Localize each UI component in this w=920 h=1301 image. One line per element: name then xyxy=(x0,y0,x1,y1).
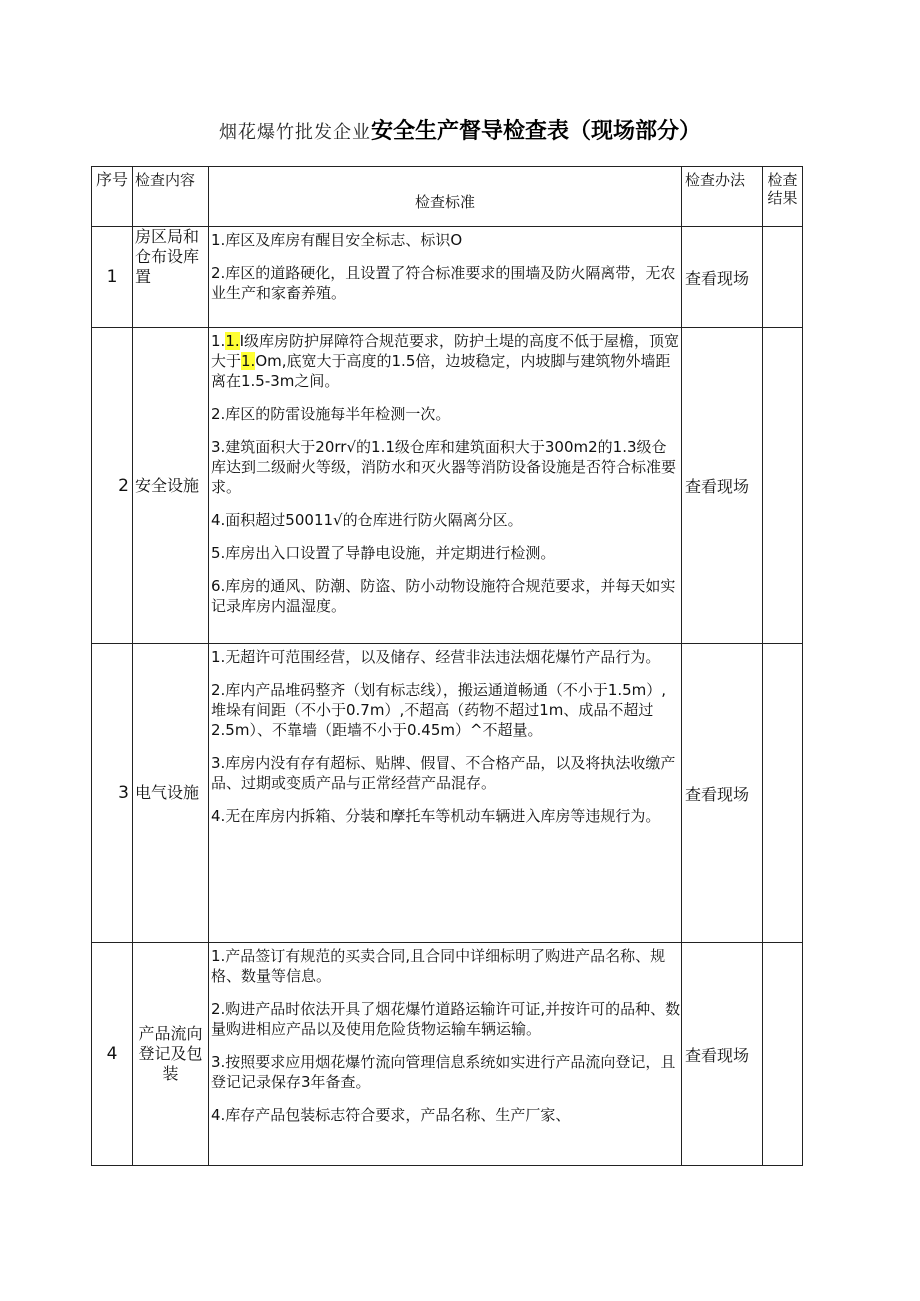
highlight-mark: 1. xyxy=(241,352,256,370)
row-result xyxy=(763,644,803,943)
row-category: 产品流向登记及包装 xyxy=(133,943,209,1166)
row-category: 安全设施 xyxy=(133,328,209,644)
table-row xyxy=(92,943,803,1166)
table-row xyxy=(92,328,803,644)
standard-item: 4.面积超过50011√的仓库进行防火隔离分区。 xyxy=(211,511,523,529)
inspection-table xyxy=(91,166,803,1166)
header-method: 检查办法 xyxy=(682,167,763,227)
row-category: 房区局和仓布设库置 xyxy=(133,227,209,328)
standard-item: 4.无在库房内拆箱、分装和摩托车等机动车辆进入库房等违规行为。 xyxy=(211,807,661,825)
row-method: 查看现场 xyxy=(682,644,763,943)
row-seq: 1 xyxy=(92,227,133,328)
row-standard xyxy=(209,328,682,644)
standard-item: 3.库房内没有存有超标、贴牌、假冒、不合格产品，以及将执法收缴产品、过期或变质产品与正常经营产品混存。 xyxy=(211,754,676,792)
row-result xyxy=(763,227,803,328)
row-seq: 3 xyxy=(92,644,133,943)
standard-item: 2.库区的防雷设施每半年检测一次。 xyxy=(211,405,451,423)
row-result xyxy=(763,943,803,1166)
standard-item: 3.建筑面积大于20rr√的1.1级仓库和建筑面积大于300m2的1.3级仓库达到二级耐火等级，消防水和灭火器等消防设备设施是否符合标准要求。 xyxy=(211,438,677,496)
row-seq: 4 xyxy=(92,943,133,1166)
standard-item: 4.库存产品包装标志符合要求，产品名称、生产厂家、 xyxy=(211,1106,571,1124)
header-result: 检查结果 xyxy=(763,167,803,227)
highlight-mark: 1. xyxy=(225,332,240,350)
row-standard xyxy=(209,644,682,943)
standard-item: 2.购进产品时依法开具了烟花爆竹道路运输许可证,并按许可的品种、数量购进相应产品以及使用危险货物运输车辆运输。 xyxy=(211,1000,681,1038)
standard-item: 1.库区及库房有醒目安全标志、标识O xyxy=(211,231,463,249)
header-row xyxy=(92,167,803,227)
row-standard xyxy=(209,227,682,328)
standard-item: 5.库房出入口设置了导静电设施，并定期进行检测。 xyxy=(211,544,556,562)
standard-item: 1.1.I级库房防护屏障符合规范要求，防护土堤的高度不低于屋檐，顶宽大于1.Om,底宽大于高度的1.5倍，边坡稳定，内坡脚与建筑物外墙距离在1.5-3m之间。 xyxy=(211,332,680,390)
standard-item: 1.产品签订有规范的买卖合同,且合同中详细标明了购进产品名称、规格、数量等信息。 xyxy=(211,947,666,985)
row-result xyxy=(763,328,803,644)
table-row xyxy=(92,227,803,328)
title-prefix: 烟花爆竹批发企业 xyxy=(218,122,371,143)
standard-item: 2.库区的道路硬化，且设置了符合标准要求的围墙及防火隔离带，无农业生产和家畜养殖。 xyxy=(211,264,676,302)
header-standard: 检查标准 xyxy=(209,167,682,227)
row-method: 查看现场 xyxy=(682,328,763,644)
header-seq: 序号 xyxy=(92,167,133,227)
row-standard xyxy=(209,943,682,1166)
row-method: 查看现场 xyxy=(682,943,763,1166)
table-row xyxy=(92,644,803,943)
standard-item: 3.按照要求应用烟花爆竹流向管理信息系统如实进行产品流向登记，且登记记录保存3年备查。 xyxy=(211,1053,676,1091)
standard-item: 6.库房的通风、防潮、防盗、防小动物设施符合规范要求，并每天如实记录库房内温湿度。 xyxy=(211,577,676,615)
page-title xyxy=(0,114,920,145)
standard-item: 2.库内产品堆码整齐（划有标志线），搬运通道畅通（不小于1.5m）,堆垛有间距（不小于0.7m）,不超高（药物不超过1m、成品不超过2.5m）、不靠墙（距墙不小于0.45m）^不超量。 xyxy=(211,681,667,739)
row-category: 电气设施 xyxy=(133,644,209,943)
row-method: 查看现场 xyxy=(682,227,763,328)
header-content: 检查内容 xyxy=(133,167,209,227)
title-main: 安全生产督导检查表（现场部分） xyxy=(370,119,701,144)
row-seq: 2 xyxy=(92,328,133,644)
standard-item: 1.无超许可范围经营，以及储存、经营非法违法烟花爆竹产品行为。 xyxy=(211,648,661,666)
